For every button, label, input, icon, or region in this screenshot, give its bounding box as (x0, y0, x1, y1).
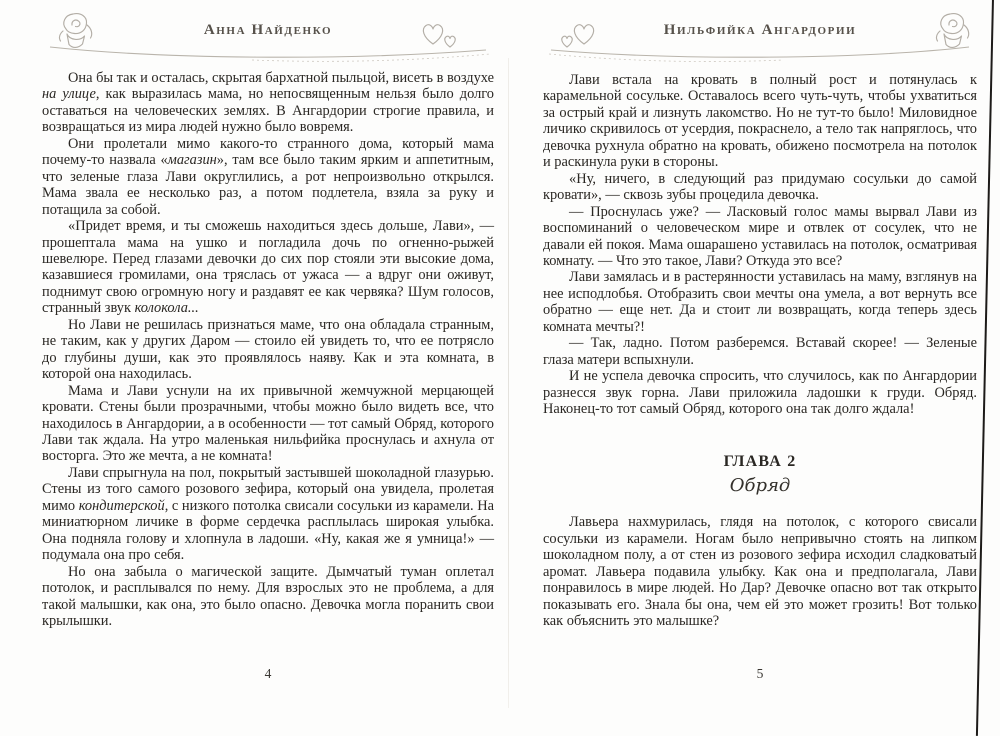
text-run: Она бы так и осталась, скрытая бархатной пыльцой, висеть в воздухе (68, 70, 495, 86)
text-run: Но Лави не решилась признаться маме, что она обладала странным, не таким, как у других Даром — стоило ей увидеть то, что ее потрясло до глубины души, как это проявлялось наяву. Как и эта комната, в которой она находилась. (42, 316, 494, 383)
text-run: «Ну, ничего, в следующий раз придумаю сосульки до самой кровати», — сквозь зубы процедила девочка. (543, 170, 977, 204)
text-run: «Придет время, и ты сможешь находиться здесь дольше, Лави», — прошептала мама на ушко и погладила дочь по огненно-рыжей шевелюре. Перед глазами девочки до сих пор стояли эти высокие дома, казавшиеся громилами, она тряслась от ужаса — а вдруг они оживут, поднимут свою огромную ногу и раздавят ее как червяка? Шум голосов, странный звук (42, 218, 494, 317)
paragraph (543, 269, 977, 335)
paragraph (42, 383, 494, 465)
text-run: Лави встала на кровать в полный рост и потянулась к карамельной сосульке. Оставалось всего чуть-чуть, чтобы ухватиться за острый край и лизнуть лакомство. Но не тут-то было! Миловидное личико скривилось от усердия, покраснело, а тело так напряглось, что девочка рухнула обратно на кровать, обижено посмотрела на потолок и раскинула руки в стороны. (543, 72, 977, 171)
chapter-number: ГЛАВА 2 (723, 452, 797, 470)
page-number-right: 5 (756, 666, 764, 681)
right-page-text (543, 72, 977, 630)
paragraph (543, 514, 977, 629)
paragraph (42, 70, 494, 136)
text-run: , как выразилась мама, но непосвященным нельзя было долго оставаться на человеческих землях. В Ангардории строгие правила, и возвращаться из мира людей нужно было вовремя. (42, 86, 494, 136)
left-page-text (42, 70, 494, 629)
paragraph (543, 204, 977, 270)
page-fold-line (508, 58, 509, 708)
text-run: Мама и Лави уснули на их привычной жемчужной мерцающей кровати. Стены были прозрачными, чтобы можно было видеть все, что находилось в Ангардории, а в особенности — тот самый Обряд, которого Лави так ждала. На утро маленькая нильфийка проснулась и ахнула от восторга. Это же мечта, а не комната! (42, 382, 494, 465)
paragraph (42, 564, 494, 630)
paragraph (42, 465, 494, 564)
text-run: , с низкого потолка свисали сосульки из карамели. На миниатюрном личике в форме сердечка расплылась широкая улыбка. Она подняла голову и хлопнула в ладоши. «Ну, какая же я умница!» — подумала она про себя. (42, 497, 494, 564)
italic-phrase: на улице (42, 86, 96, 103)
text-run: Лави спрыгнула на пол, покрытый застывшей шоколадной глазурью. Стены из того самого розового зефира, который она увидела, пролетая мимо (42, 464, 494, 514)
italic-phrase: магазин (167, 152, 217, 169)
text-run: Но она забыла о магической защите. Дымчатый туман оплетал потолок, и расплывался по нему. Для взрослых это не проблема, а для такой малышки, как она, это было опасно. Девочка могла поранить свои крылышки. (42, 563, 494, 629)
swash-line (543, 44, 977, 64)
right-running-head (543, 12, 977, 60)
right-page-text-top (543, 72, 977, 418)
text-run: Они пролетали мимо какого-то странного дома, который мама почему-то назвала « (42, 135, 494, 169)
text-run: Лави замялась и в растерянности уставилась на маму, взглянув на нее исподлобья. Отобразить свои мечты она умела, а вот вернуть все обратно — еще нет. Да и стоит ли возвращать, когда теперь здесь комната мечты?! (543, 269, 977, 335)
page-number-left: 4 (264, 666, 272, 681)
paragraph (42, 136, 494, 218)
paragraph (543, 171, 977, 204)
text-run: — Так, ладно. Потом разберемся. Вставай скорее! — Зеленые глаза матери вспыхнули. (543, 335, 977, 368)
text-run: И не успела девочка спросить, что случилось, как по Ангардории разнесся звук горна. Лави приложила ладошки к груди. Обряд. Наконец-то тот самый Обряд, которого она так долго ждала! (543, 368, 977, 418)
italic-phrase: кондитерской (78, 497, 165, 514)
swash-line (42, 44, 494, 64)
left-running-head (42, 12, 494, 60)
paragraph (543, 368, 977, 417)
right-page-text-bottom (543, 514, 977, 629)
text-run: Лавьера нахмурилась, глядя на потолок, с которого свисали сосульки из карамели. Ногам было непривычно стоять на липком шоколадном полу, а от стен из розового зефира исходил сладковатый аромат. Лавьера подавила улыбку. Как она и предполагала, Лави понравилось в мире людей. Но Дар? Девочке опасно вот так открыто показывать его. Знала бы она, чем ей это может грозить! Вот только как объяснить это малышке? (543, 514, 977, 630)
italic-phrase: колокола... (134, 300, 199, 317)
author-name: Анна Найденко (203, 22, 333, 38)
paragraph (543, 335, 977, 368)
paragraph (543, 72, 977, 171)
chapter-heading (543, 454, 977, 495)
book-title: Нильфийка Ангардории (663, 22, 857, 38)
paragraph (42, 218, 494, 317)
text-run: — Проснулась уже? — Ласковый голос мамы вырвал Лави из воспоминаний о человеческом мире и отвлек от сосулек, что не давали ей покоя. Мама ошарашено уставилась на потолок, осматривая комнату. — Что это такое, Лави? Откуда это все? (543, 203, 977, 269)
scan-edge-line (976, 0, 995, 736)
chapter-title: Обряд (729, 474, 791, 496)
text-run: », там все было таким ярким и аппетитным, что зеленые глаза Лави округлились, а рот непроизвольно открылся. Мама звала ее несколько раз, а потом подлетела, взяла за руку и потащила за собой. (42, 152, 494, 218)
paragraph (42, 317, 494, 383)
